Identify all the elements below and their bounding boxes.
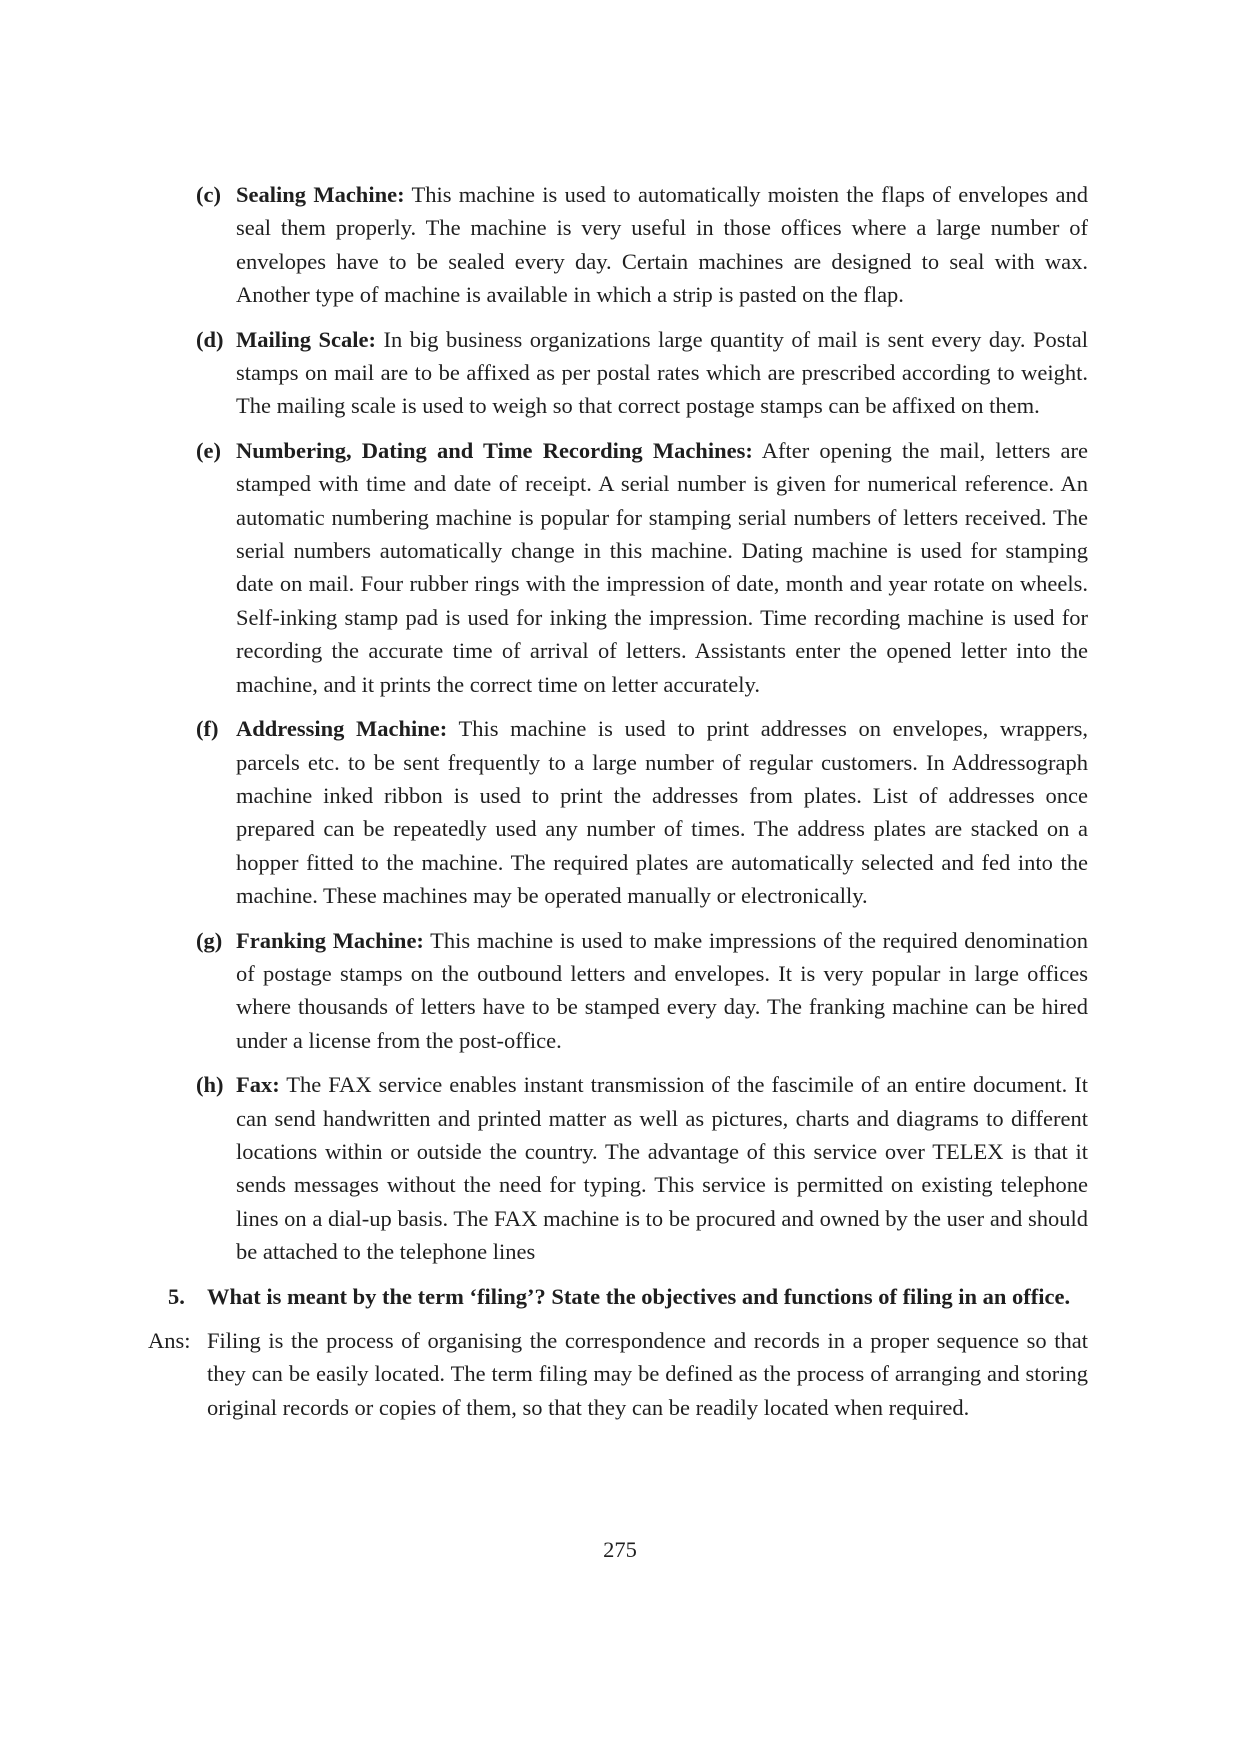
item-marker: (c) [196,182,221,207]
item-marker: (d) [196,326,224,352]
item-marker: (h) [196,1072,224,1098]
item-marker: (g) [196,927,223,953]
item-text: This machine is used to automatically moisten the flaps of envelopes and seal them properly. The machine is very useful in those offices where a large number of envelopes have to be sealed every day. Certain machines are designed to seal with wax. Another type of machine is available in which a strip is pasted on the flap. [236,182,1088,308]
answer-paragraph [0,1324,1088,1424]
item-heading: Numbering, Dating and Time Recording Machines: [236,437,753,463]
question-number: 5. [168,1283,185,1309]
item-text: This machine is used to print addresses on envelopes, wrappers, parcels etc. to be sent frequently to a large number of regular customers. In Addressograph machine inked ribbon is used to print the addresses from plates. List of addresses once prepared can be repeatedly used any number of times. The address plates are stacked on a hopper fitted to the machine. The required plates are automatically selected and fed into the machine. These machines may be operated manually or electronically. [236,716,1088,909]
list-item-sealing-machine [0,178,1088,312]
list-item-fax [0,1068,1088,1268]
item-marker: (e) [196,437,221,463]
item-heading: Mailing Scale: [236,326,376,352]
item-text: In big business organizations large quantity of mail is sent every day. Postal stamps on mail are to be affixed as per postal rates which are prescribed according to weight. The mailing scale is used to weigh so that correct postage stamps can be affixed on them. [236,326,1089,419]
answer-label: Ans: [148,1328,191,1353]
list-item-addressing-machine [0,712,1088,912]
item-marker: (f) [196,716,219,742]
list-item-numbering-machines [0,434,1088,701]
question-text: What is meant by the term ‘filing’? State the objectives and functions of filing in an office. [207,1283,1071,1309]
page-number: 275 [603,1537,637,1562]
item-heading: Addressing Machine: [236,716,448,742]
item-text: After opening the mail, letters are stamped with time and date of receipt. A serial number is given for numerical reference. An automatic numbering machine is popular for stamping serial numbers of letters received. The serial numbers automatically change in this machine. Dating machine is used for stamping date on mail. Four rubber rings with the impression of date, month and year rotate on wheels. Self-inking stamp pad is used for inking the impression. Time recording machine is used for recording the accurate time of arrival of letters. Assistants enter the opened letter into the machine, and it prints the correct time on letter accurately. [236,437,1089,697]
item-heading: Fax: [236,1072,280,1098]
item-heading: Sealing Machine: [236,182,405,207]
list-item-franking-machine [0,924,1088,1058]
question-5 [0,1280,1088,1313]
item-heading: Franking Machine: [236,927,424,953]
page-content [0,178,1240,1424]
answer-text: Filing is the process of organising the correspondence and records in a proper sequence so that they can be easily located. The term filing may be defined as the process of arranging and storing original records or copies of them, so that they can be readily located when required. [207,1328,1088,1420]
item-text: The FAX service enables instant transmission of the fascimile of an entire document. It can send handwritten and printed matter as well as pictures, charts and diagrams to different locations within or outside the country. The advantage of this service over TELEX is that it sends messages without the need for typing. This service is permitted on existing telephone lines on a dial-up basis. The FAX machine is to be procured and owned by the user and should be attached to the telephone lines [236,1072,1088,1265]
item-text: This machine is used to make impressions of the required denomination of postage stamps on the outbound letters and envelopes. It is very popular in large offices where thousands of letters have to be stamped every day. The franking machine can be hired under a license from the post-office. [236,927,1088,1053]
list-item-mailing-scale [0,323,1088,423]
